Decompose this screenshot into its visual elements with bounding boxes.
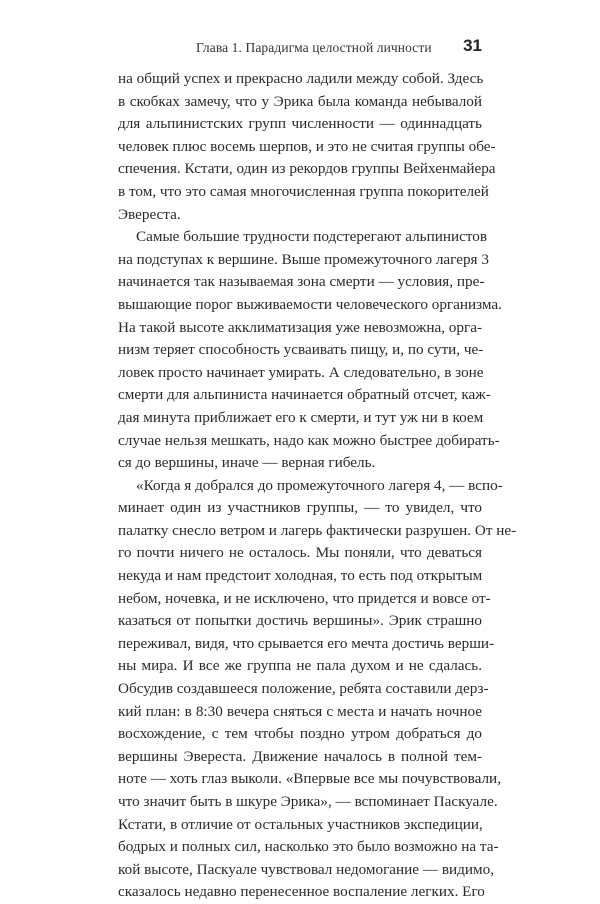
text-line: минает один из участников группы, — то увидел, что [118, 499, 482, 517]
text-line: дая минута приближает его к смерти, и тут уж ни в коем [118, 408, 484, 426]
paragraph [118, 68, 496, 226]
text-line: что значит быть в шкуре Эрика», — вспоминает Паскуале. [118, 793, 498, 810]
text-line: вышающие порог выживаемости человеческого организма. [118, 295, 502, 313]
text-line: ны мира. И все же группа не пала духом и не сдалась. [118, 657, 482, 675]
text-line: Самые большие трудности подстерегают альпинистов [136, 228, 488, 246]
text-line: для альпинистских групп численности — одиннадцать [118, 115, 482, 133]
text-line: низм теряет способность усваивать пищу, и, по сути, че- [118, 341, 484, 359]
text-line: сказалось недавно перенесенное воспаление легких. Его [118, 883, 485, 901]
text-line: ноте — хоть глаз выколи. «Впервые все мы почувствовали, [118, 770, 501, 788]
text-line: смерти для альпиниста начинается обратный отсчет, каж- [118, 386, 491, 404]
text-line: ловек просто начинает умирать. А следовательно, в зоне [118, 363, 484, 381]
text-line: Кстати, в отличие от остальных участников экспедиции, [118, 815, 483, 833]
text-line: бодрых и полных сил, насколько это было возможно на та- [118, 838, 499, 856]
paragraph [118, 226, 502, 475]
text-line: восхождение, с тем чтобы поздно утром добраться до [118, 725, 482, 743]
text-line: казаться от попытки достичь вершины». Эрик страшно [118, 612, 482, 630]
text-line: человек плюс восемь шерпов, и это не считая группы обе- [118, 137, 496, 155]
text-line: начинается так называемая зона смерти — условия, пре- [118, 273, 485, 291]
text-line: спечения. Кстати, один из рекордов группы Вейхенмайера [118, 160, 496, 178]
body-text [118, 68, 517, 904]
text-line: некуда и нам предстоит холодная, то есть под открытым [118, 567, 483, 585]
text-line: случае нельзя мешкать, надо как можно быстрее добирать- [118, 431, 500, 449]
text-line: Обсудив создавшееся положение, ребята составили дерз- [118, 680, 489, 698]
text-line: в скобках замечу, что у Эрика была команда небывалой [118, 92, 482, 110]
text-line: На такой высоте акклиматизация уже невозможна, орга- [118, 318, 483, 336]
text-line: в том, что это самая многочисленная группа покорителей [118, 182, 489, 200]
paragraph [118, 475, 517, 904]
text-line: ся до вершины, иначе — верная гибель. [118, 454, 376, 472]
text-line: на общий успех и прекрасно ладили между собой. Здесь [118, 70, 484, 87]
text-line: переживал, видя, что срывается его мечта достичь верши- [118, 634, 495, 652]
text-line: палатку снесло ветром и лагерь фактически разрушен. От не- [118, 521, 517, 539]
page-number: 31 [463, 36, 482, 55]
chapter-title: Глава 1. Парадигма целостной личности [196, 40, 432, 55]
text-line: кой высоте, Паскуале чувствовал недомогание — видимо, [118, 860, 494, 878]
running-head [118, 38, 482, 60]
text-line: на подступах к вершине. Выше промежуточного лагеря 3 [118, 250, 489, 268]
text-line: го почти ничего не осталось. Мы поняли, что деваться [118, 544, 482, 562]
text-line: кий план: в 8:30 вечера сняться с места и начать ночное [118, 702, 482, 720]
text-line: небом, ночевка, и не исключено, что придется и вовсе от- [118, 589, 491, 607]
text-line: вершины Эвереста. Движение началось в полной тем- [118, 747, 482, 765]
text-line: «Когда я добрался до промежуточного лагеря 4, — вспо- [136, 476, 503, 494]
text-line: Эвереста. [118, 205, 181, 223]
